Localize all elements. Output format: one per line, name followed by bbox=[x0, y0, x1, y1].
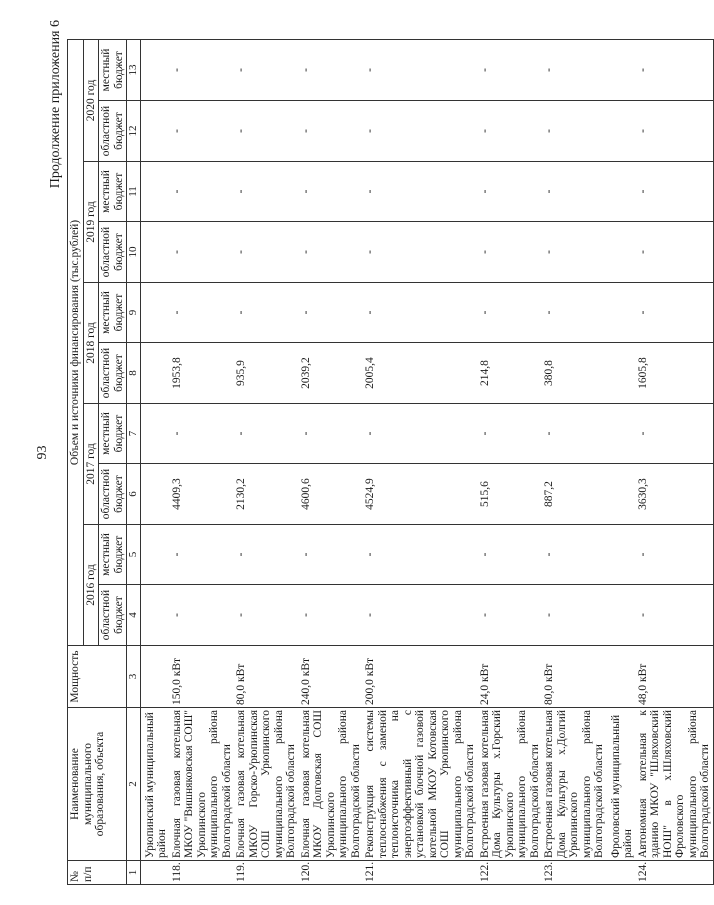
funding-value: - bbox=[636, 585, 714, 646]
table-row bbox=[170, 39, 235, 884]
column-index: 7 bbox=[127, 404, 141, 464]
funding-value: 2130,2 bbox=[234, 464, 299, 525]
funding-value: - bbox=[478, 585, 543, 646]
funding-value: - bbox=[363, 585, 478, 646]
header-year-2019: 2019 год bbox=[83, 162, 99, 283]
row-number: 118. bbox=[170, 861, 235, 885]
funding-value: - bbox=[636, 404, 714, 464]
header-regional-budget: областной бюджет bbox=[99, 222, 127, 283]
column-index: 11 bbox=[127, 162, 141, 222]
funding-value: - bbox=[170, 404, 235, 464]
funding-value: - bbox=[542, 39, 607, 100]
header-year-2016: 2016 год bbox=[83, 525, 99, 646]
table-row bbox=[299, 39, 364, 884]
section-title: Фроловский муниципальный район bbox=[607, 708, 636, 861]
funding-value: - bbox=[234, 525, 299, 585]
column-index: 10 bbox=[127, 222, 141, 283]
funding-value: - bbox=[478, 404, 543, 464]
funding-value: 887,2 bbox=[542, 464, 607, 525]
funding-value: - bbox=[478, 162, 543, 222]
power-value: 80,0 кВт bbox=[234, 646, 299, 708]
funding-value: - bbox=[363, 283, 478, 343]
funding-value: - bbox=[299, 585, 364, 646]
funding-value: - bbox=[363, 101, 478, 162]
table-row bbox=[542, 39, 607, 884]
funding-value: 214,8 bbox=[478, 343, 543, 404]
funding-value: - bbox=[170, 101, 235, 162]
funding-value: - bbox=[299, 162, 364, 222]
funding-value: - bbox=[478, 283, 543, 343]
funding-value: - bbox=[234, 162, 299, 222]
funding-value: - bbox=[636, 283, 714, 343]
header-regional-budget: областной бюджет bbox=[99, 343, 127, 404]
row-number: 120. bbox=[299, 861, 364, 885]
header-year-2020: 2020 год bbox=[83, 39, 99, 161]
funding-value: - bbox=[234, 283, 299, 343]
funding-value: - bbox=[299, 404, 364, 464]
power-value: 48,0 кВт bbox=[636, 646, 714, 708]
column-index-row bbox=[127, 39, 141, 884]
funding-value: - bbox=[299, 283, 364, 343]
section-title: Урюпинский муниципальный район bbox=[140, 708, 170, 861]
page-number: 93 bbox=[35, 445, 50, 460]
continuation-label: Продолжение приложения 6 bbox=[48, 20, 63, 189]
header-regional-budget: областной бюджет bbox=[99, 585, 127, 646]
funding-value: - bbox=[542, 585, 607, 646]
header-regional-budget: областной бюджет bbox=[99, 101, 127, 162]
row-number: 122. bbox=[478, 861, 543, 885]
column-index: 5 bbox=[127, 525, 141, 585]
header-regional-budget: областной бюджет bbox=[99, 464, 127, 525]
row-number: 123. bbox=[542, 861, 607, 885]
section-row bbox=[140, 39, 170, 884]
financing-table bbox=[67, 39, 714, 885]
funding-value: 2005,4 bbox=[363, 343, 478, 404]
funding-value: - bbox=[299, 525, 364, 585]
table-row bbox=[636, 39, 714, 884]
funding-value: - bbox=[542, 222, 607, 283]
power-value: 150,0 кВт bbox=[170, 646, 235, 708]
funding-value: - bbox=[636, 39, 714, 100]
funding-value: - bbox=[542, 101, 607, 162]
object-name: Встроенная газовая котельная Дома Культуры х.Долгий Урюпинского муниципального района Волгоградской области bbox=[542, 708, 607, 861]
column-index: 2 bbox=[127, 708, 141, 861]
funding-value: - bbox=[542, 283, 607, 343]
header-year-2018: 2018 год bbox=[83, 283, 99, 404]
column-index: 4 bbox=[127, 585, 141, 646]
funding-value: - bbox=[170, 585, 235, 646]
header-local-budget: местный бюджет bbox=[99, 525, 127, 585]
table-body bbox=[140, 39, 713, 884]
funding-value: - bbox=[478, 101, 543, 162]
funding-value: 4409,3 bbox=[170, 464, 235, 525]
funding-value: 4524,9 bbox=[363, 464, 478, 525]
funding-value: - bbox=[636, 222, 714, 283]
funding-value: - bbox=[636, 101, 714, 162]
header-local-budget: местный бюджет bbox=[99, 283, 127, 343]
funding-value: - bbox=[636, 162, 714, 222]
funding-value: - bbox=[363, 525, 478, 585]
column-index: 9 bbox=[127, 283, 141, 343]
funding-value: 935,9 bbox=[234, 343, 299, 404]
funding-value: - bbox=[478, 222, 543, 283]
header-local-budget: местный бюджет bbox=[99, 162, 127, 222]
funding-value: 1953,8 bbox=[170, 343, 235, 404]
header-financing: Объем и источники финансирования (тыс.рублей) bbox=[68, 39, 84, 645]
funding-value: - bbox=[234, 585, 299, 646]
header-power: Мощность bbox=[68, 646, 127, 708]
column-index: 8 bbox=[127, 343, 141, 404]
funding-value: 4600,6 bbox=[299, 464, 364, 525]
funding-value: - bbox=[234, 404, 299, 464]
column-index: 1 bbox=[127, 861, 141, 885]
funding-value: 380,8 bbox=[542, 343, 607, 404]
funding-value: - bbox=[170, 525, 235, 585]
funding-value: - bbox=[234, 39, 299, 100]
table-row bbox=[234, 39, 299, 884]
power-value: 24,0 кВт bbox=[478, 646, 543, 708]
table-header bbox=[68, 39, 141, 884]
funding-value: - bbox=[542, 404, 607, 464]
funding-value: - bbox=[170, 162, 235, 222]
object-name: Блочная газовая котельная МКОУ Долговская СОШ Урюпинского муниципального района Волгоградской области bbox=[299, 708, 364, 861]
header-year-2017: 2017 год bbox=[83, 404, 99, 525]
funding-value: - bbox=[299, 39, 364, 100]
funding-value: 1605,8 bbox=[636, 343, 714, 404]
header-no: № п/п bbox=[68, 861, 127, 885]
row-number: 119. bbox=[234, 861, 299, 885]
funding-value: - bbox=[170, 222, 235, 283]
funding-value: 515,6 bbox=[478, 464, 543, 525]
funding-value: - bbox=[234, 222, 299, 283]
funding-value: - bbox=[299, 222, 364, 283]
funding-value: - bbox=[363, 404, 478, 464]
funding-value: 2039,2 bbox=[299, 343, 364, 404]
object-name: Реконструкция системы теплоснабжения с заменой теплоисточника на энергоэффективный с установкой блочной газовой котельной МКОУ Котовская СОШ Урюпинского муниципального района Волгоградской области bbox=[363, 708, 478, 861]
power-value: 200,0 кВт bbox=[363, 646, 478, 708]
column-index: 3 bbox=[127, 646, 141, 708]
funding-value: - bbox=[299, 101, 364, 162]
column-index: 6 bbox=[127, 464, 141, 525]
funding-value: 3630,3 bbox=[636, 464, 714, 525]
funding-value: - bbox=[542, 162, 607, 222]
row-number: 124. bbox=[636, 861, 714, 885]
funding-value: - bbox=[478, 525, 543, 585]
power-value: 80,0 кВт bbox=[542, 646, 607, 708]
object-name: Автономная котельная к зданию МКОУ "Шляховский НОШ" в х.Шляховский Фроловского муниципального района Волгоградской области bbox=[636, 708, 714, 861]
row-number: 121. bbox=[363, 861, 478, 885]
table-row bbox=[363, 39, 478, 884]
column-index: 12 bbox=[127, 101, 141, 162]
funding-value: - bbox=[478, 39, 543, 100]
funding-value: - bbox=[542, 525, 607, 585]
header-local-budget: местный бюджет bbox=[99, 39, 127, 100]
object-name: Встроенная газовая котельная Дома Культуры х.Горский Урюпинского муниципального района Волгоградской области bbox=[478, 708, 543, 861]
funding-value: - bbox=[363, 162, 478, 222]
funding-value: - bbox=[363, 222, 478, 283]
funding-value: - bbox=[363, 39, 478, 100]
header-name: Наименование муниципального образования, объекта bbox=[68, 708, 127, 861]
funding-value: - bbox=[636, 525, 714, 585]
funding-value: - bbox=[170, 39, 235, 100]
table-row bbox=[478, 39, 543, 884]
funding-value: - bbox=[234, 101, 299, 162]
object-name: Блочная газовая котельная МКОУ Горско-Урюпинская СОШ Урюпинского муниципального района Волгоградской области bbox=[234, 708, 299, 861]
power-value: 240,0 кВт bbox=[299, 646, 364, 708]
funding-value: - bbox=[170, 283, 235, 343]
column-index: 13 bbox=[127, 39, 141, 100]
section-row bbox=[607, 39, 636, 884]
header-local-budget: местный бюджет bbox=[99, 404, 127, 464]
object-name: Блочная газовая котельная МКОУ "Вишняковская СОШ" Урюпинского муниципального района Волгоградской области bbox=[170, 708, 235, 861]
